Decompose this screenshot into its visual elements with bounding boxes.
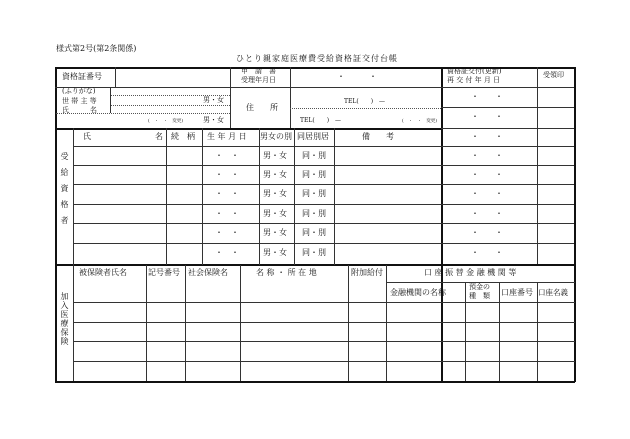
insurance-vline: [348, 265, 349, 381]
issue-row-line: [441, 87, 574, 88]
header-bottom-border: [55, 128, 442, 130]
col-birth: 生 年 月 日: [207, 132, 247, 141]
beneficiary-birth: ・ ・: [215, 228, 239, 237]
insurance-row-line: [73, 322, 575, 323]
stamp-col-border: [537, 67, 538, 265]
issue-row-line: [441, 204, 574, 205]
issue-date-value: ・ ・: [471, 112, 503, 121]
insurance-vline: [73, 265, 74, 381]
table-bottom-border: [55, 381, 575, 383]
col-remarks: 備 考: [362, 132, 394, 141]
insurance-vline: [240, 265, 241, 381]
col-insured-name: 被保険者氏名: [79, 268, 127, 277]
insurance-row-line: [73, 302, 575, 303]
header-vline: [115, 67, 116, 87]
householder-change-note: ( ・ ・ 変更): [148, 119, 184, 124]
issue-date-label: 資格証交付(更新): [447, 67, 502, 75]
insurance-side-label: 加入医療保険: [60, 292, 69, 346]
beneficiary-side-label: 受給資格者: [60, 152, 69, 232]
beneficiary-row-line: [73, 204, 442, 205]
application-date-label: 申 請 書: [241, 67, 276, 75]
beneficiary-vline: [334, 128, 335, 265]
beneficiary-birth: ・ ・: [215, 151, 239, 160]
table-left-border: [55, 67, 57, 382]
col-bank-name: 金融機関の名称: [390, 288, 446, 297]
insurance-vline: [185, 265, 186, 381]
beneficiary-sex: 男・女: [263, 151, 287, 160]
issue-date-value: ・ ・: [471, 209, 503, 218]
beneficiary-sex: 男・女: [263, 228, 287, 237]
issue-date-value: ・ ・: [471, 189, 503, 198]
beneficiary-row-line: [73, 165, 442, 166]
page-title: ひとり親家庭医療費受給資格証交付台帳: [236, 54, 398, 63]
col-living: 同居別居: [297, 132, 329, 141]
beneficiary-living: 同・別: [302, 189, 326, 198]
insurance-row-line: [73, 341, 575, 342]
insurance-vline: [465, 282, 466, 381]
beneficiary-sex: 男・女: [263, 170, 287, 179]
beneficiary-row-line: [73, 243, 442, 244]
col-symbol-number: 記号番号: [148, 268, 180, 277]
header-vline: [290, 67, 291, 87]
householder-label-2: 氏 名: [62, 106, 97, 114]
issue-date-value: ・ ・: [471, 92, 503, 101]
header-vline: [230, 67, 231, 128]
insurance-vline: [499, 282, 500, 381]
furigana-label: (ふりがな): [62, 87, 96, 95]
cert-number-label: 資格証番号: [62, 72, 102, 81]
beneficiary-living: 同・別: [302, 228, 326, 237]
form-number: 様式第2号(第2条関係): [56, 44, 137, 53]
beneficiary-birth: ・ ・: [215, 209, 239, 218]
address-dotline: [290, 108, 441, 109]
issue-row-line: [441, 107, 574, 108]
beneficiary-birth: ・ ・: [215, 248, 239, 257]
application-date-value: ・ ・: [337, 72, 377, 81]
issue-date-label-2: 再 交 付 年 月 日: [447, 76, 501, 84]
col-benefit: 附加給付: [351, 268, 383, 277]
beneficiary-vline: [73, 128, 74, 265]
issue-row-line: [441, 184, 574, 185]
insurance-row-line: [73, 361, 575, 362]
beneficiary-row-line: [73, 184, 442, 185]
col-deposit-type-2: 種 類: [469, 292, 490, 300]
col-relation: 続 柄: [171, 132, 195, 141]
address-change-note: ( ・ ・ 変更): [402, 119, 438, 124]
issue-date-value: ・ ・: [471, 132, 503, 141]
beneficiary-sex: 男・女: [263, 189, 287, 198]
beneficiary-vline: [166, 128, 167, 265]
beneficiary-living: 同・別: [302, 151, 326, 160]
beneficiary-living: 同・別: [302, 209, 326, 218]
beneficiary-birth: ・ ・: [215, 170, 239, 179]
col-insurance-name: 社会保険名: [188, 268, 228, 277]
issue-date-value: ・ ・: [471, 151, 503, 160]
issue-col-border: [441, 67, 443, 382]
application-date-label-2: 受理年月日: [241, 76, 276, 84]
header-vline: [110, 87, 111, 113]
col-name: 氏 名: [83, 132, 163, 141]
issue-date-value: ・ ・: [471, 248, 503, 257]
col-account-number: 口座番号: [501, 288, 533, 297]
issue-row-line: [441, 223, 574, 224]
col-account-holder: 口座名義: [538, 288, 568, 297]
receipt-stamp-label: 受領印: [543, 71, 564, 79]
issue-date-value: ・ ・: [471, 170, 503, 179]
col-sex: 男女の別: [260, 132, 292, 141]
beneficiary-birth: ・ ・: [215, 189, 239, 198]
beneficiary-living: 同・別: [302, 248, 326, 257]
beneficiary-vline: [259, 128, 260, 265]
householder-sex-2: 男・女: [203, 116, 224, 124]
householder-label: 世 帯 主 等: [62, 97, 97, 105]
address-tel: TEL( ) —: [344, 98, 386, 105]
header-row-divider: [55, 87, 442, 88]
householder-dotline: [110, 105, 230, 106]
issue-row-line: [441, 128, 574, 129]
beneficiary-header-divider: [73, 146, 442, 147]
beneficiary-vline: [202, 128, 203, 265]
bank-header: 口 座 振 替 金 融 機 関 等: [424, 268, 517, 277]
beneficiary-sex: 男・女: [263, 209, 287, 218]
col-deposit-type: 預金の: [469, 283, 490, 291]
issue-date-value: ・ ・: [471, 228, 503, 237]
address-tel-2: TEL( ) —: [300, 117, 342, 124]
address-label: 住 所: [246, 103, 278, 112]
insurance-vline: [146, 265, 147, 381]
householder-sex: 男・女: [203, 96, 224, 104]
col-name-address: 名 称 ・ 所 在 地: [256, 268, 317, 277]
beneficiary-living: 同・別: [302, 170, 326, 179]
beneficiary-vline: [294, 128, 295, 265]
issue-row-line: [441, 243, 574, 244]
beneficiary-bottom-border: [55, 264, 575, 266]
beneficiary-row-line: [73, 223, 442, 224]
beneficiary-sex: 男・女: [263, 248, 287, 257]
issue-row-line: [441, 165, 574, 166]
issue-row-line: [441, 146, 574, 147]
table-right-border: [574, 67, 576, 382]
